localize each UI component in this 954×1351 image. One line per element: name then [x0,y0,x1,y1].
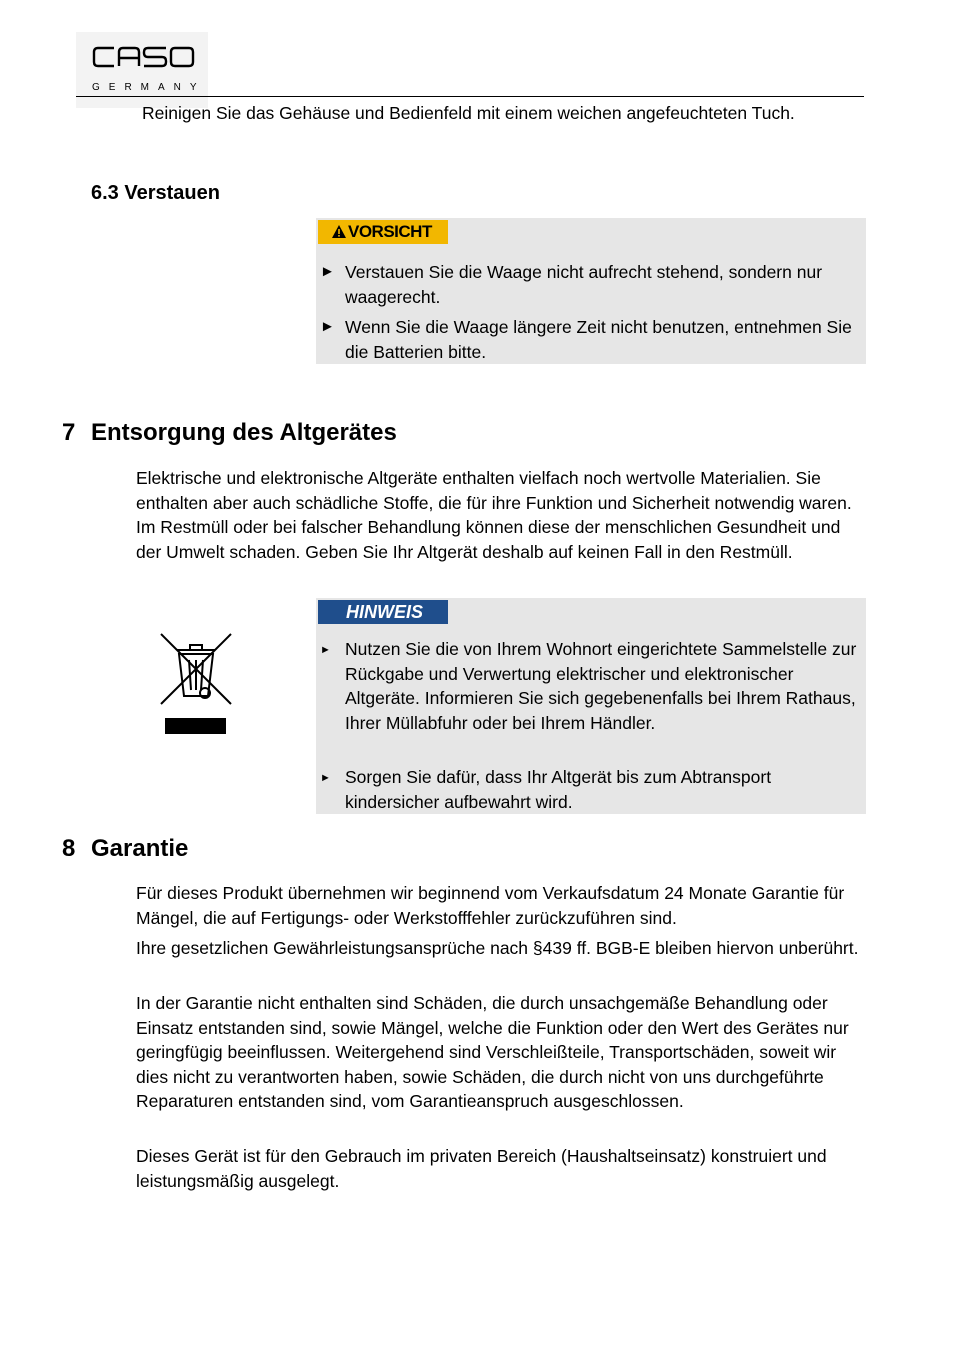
arrow-bullet-icon: ► [320,644,331,656]
section-title: Garantie [91,835,189,862]
arrow-bullet-icon: ► [320,772,331,784]
caution-box [316,218,866,364]
note-tag [318,600,448,624]
logo-wordmark [92,44,196,74]
caution-tag [318,220,448,244]
section-6-3-title: 6.3 Verstauen [91,182,220,204]
note-item-text: Sorgen Sie dafür, dass Ihr Altgerät bis zum Abtransport kindersicher aufbewahrt wird. [345,767,772,812]
section-title: Entsorgung des Altgerätes [91,419,397,446]
logo-wordmark-graphic [92,46,196,68]
logo-subtitle: GERMANY [92,82,206,93]
caution-item-text: Verstauen Sie die Waage nicht aufrecht stehend, sondern nur waagerecht. [345,262,823,307]
caution-label: VORSICHT [348,222,432,241]
warning-triangle-icon [332,225,346,238]
note-item-text: Nutzen Sie die von Ihrem Wohnort eingerichtete Sammelstelle zur Rückgabe und Verwertung elektrischer und elektronischer Altgeräte. Informieren Sie sich gegebenenfalls bei Ihrem Rathaus, Ihrer Müllabfuhr oder bei Ihrem Händler. [345,639,857,733]
warranty-paragraph: Für dieses Produkt übernehmen wir beginnend vom Verkaufsdatum 24 Monate Garantie für Mängel, die auf Fertigungs- oder Werkstofffehler zurückzuführen sind. [136,883,845,928]
intro-line: Reinigen Sie das Gehäuse und Bedienfeld mit einem weichen angefeuchteten Tuch. [142,103,795,123]
arrow-bullet-icon: ► [320,263,335,280]
crossed-out-bin-icon [157,630,237,736]
section-7-paragraph: Elektrische und elektronische Altgeräte enthalten vielfach noch wertvolle Materialien. Sie enthalten aber auch schädliche Stoffe, die für ihre Funktion und Sicherheit notwendig waren. Im Restmüll oder bei falscher Behandlung können diese der menschlichen Gesundheit und der Umwelt schaden. Geben Sie Ihr Altgerät deshalb auf keinen Fall in den Restmüll. [136,468,852,562]
section-8-heading [62,835,188,863]
caution-item-text: Wenn Sie die Waage längere Zeit nicht benutzen, entnehmen Sie die Batterien bitte. [345,317,852,362]
warranty-paragraph: In der Garantie nicht enthalten sind Schäden, die durch unsachgemäße Behandlung oder Einsatz entstanden sind, sowie Mängel, welche die Funktion oder den Wert des Gerätes nur geringfügig beeinflussen. Weitergehend sind Verschleißteile, Transportschäden, soweit wir dies nicht zu verantworten haben, sowie Schäden, die durch nicht von uns durchgeführte Reparaturen entstanden sind, vom Garantieanspruch ausgeschlossen. [136,993,849,1111]
section-7-heading [62,419,397,447]
note-label: HINWEIS [346,602,424,622]
note-box [316,598,866,814]
arrow-bullet-icon: ► [320,318,335,335]
header-divider [76,96,864,97]
warranty-paragraph: Ihre gesetzlichen Gewährleistungsansprüche nach §439 ff. BGB-E bleiben hiervon unberührt. [136,938,859,958]
warranty-paragraph: Dieses Gerät ist für den Gebrauch im privaten Bereich (Haushaltseinsatz) konstruiert und leistungsmäßig ausgelegt. [136,1146,827,1191]
section-number: 7 [62,419,76,446]
section-number: 8 [62,835,76,862]
